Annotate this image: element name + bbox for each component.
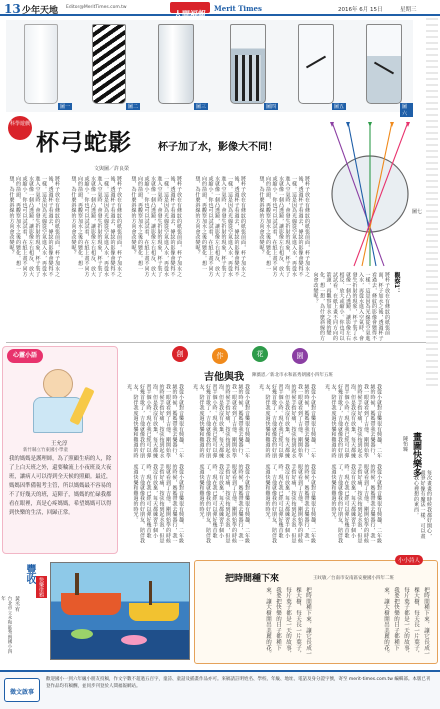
- badge-1: 創: [172, 346, 188, 362]
- paper-name: 人間福報: [174, 10, 206, 19]
- glass-photo-3: [158, 24, 194, 104]
- issue-date: 2016年 6月 15日: [338, 7, 383, 13]
- glass-photo-1: [24, 24, 58, 104]
- badge-2: 作: [212, 348, 228, 364]
- mid-article-title: 吉他與我: [204, 372, 244, 383]
- heart-box-title: 心靈小語: [12, 352, 37, 359]
- painter-name: 王允淳: [51, 441, 68, 447]
- mid-body-col-2: 我從小就對音樂很有興趣，二年級的時候，媽媽帶我去樂器行，我一眼就看到了吉他。剛開始學的時候手指好痛，按弦按到起水泡，但是我沒有放棄，每天都練習半個小時。現在我已經可以彈好幾首歌了，吉他就像我的好朋友，陪伴我度過快樂和難過的時光。: [192, 384, 250, 459]
- page-number: 13: [4, 2, 21, 16]
- mid-body-col-3: 我從小就對音樂很有興趣，二年級的時候，媽媽帶我去樂器行，我一眼就看到了吉他。剛開始學的時候手指好痛，按弦按到起水泡，但是我沒有放棄，每天都練習半個小時。現在我已經可以彈好幾首歌了，吉他就像我的好朋友，陪伴我度過快樂和難過的時光。: [258, 384, 316, 459]
- harvest-drawing: [50, 562, 190, 660]
- doodle-tag: 快樂塗鴉: [36, 576, 47, 598]
- footer-bar: [0, 670, 440, 709]
- article-subtitle: 杯子加了水，影像大不同！: [158, 142, 278, 153]
- harvest-school: 台北市立永和區秀朗國小四年: [0, 596, 12, 654]
- submission-badge: [4, 678, 40, 702]
- mid-body-col-1: 我從小就對音樂很有興趣，二年級的時候，媽媽帶我去樂器行，我一眼就看到了吉他。剛開始學的時候手指好痛，按弦按到起水泡，但是我沒有放棄，每天都練習半個小時。現在我已經可以彈好幾首歌了，吉他就像我的好朋友，陪伴我度過快樂和難過的時光。: [126, 384, 184, 459]
- right-margin-strip: [426, 18, 438, 388]
- article-body-col-3: 將杯子放在有條紋的紙張前面，杯子加水之後，透過杯子看過去，條紋的影像會變得不一樣。這是因為光線從空氣進入水，再從水進入空氣時，會發生折射的現象，杯子裝了水就像一個凸透鏡，讓影像左右相反、放大或縮小。你也可以試試看，在紙上畫不同方向的箭頭，再觀察加水之後的變化。想一想，為什麼斜線的方向會改變呢？: [130, 176, 182, 277]
- harvest-author: 黃丞宥: [14, 596, 20, 612]
- comic-author: 陳怡臻: [402, 436, 408, 452]
- caption-fig-3: 圖三: [196, 104, 207, 110]
- section-divider: [6, 342, 426, 343]
- refraction-diagram: [314, 118, 426, 270]
- caption-fig-5: 圖五: [334, 104, 345, 110]
- glass-photo-6: [366, 24, 402, 104]
- page-header: [0, 0, 440, 19]
- mid-body-col-5: 我從小就對音樂很有興趣，二年級的時候，媽媽帶我去樂器行，我一眼就看到了吉他。剛開始學的時候手指好痛，按弦按到起水泡，但是我沒有放棄，每天都練習半個小時。現在我已經可以彈好幾首歌了，吉他就像我的好朋友，陪伴我度過快樂和難過的時光。: [132, 464, 184, 544]
- caption-fig-6: 圖六: [400, 103, 413, 117]
- poem-body-col-1: 把時間種下來，讓它長成一棵大樹，每天長一片葉子，每片葉子都是一天的故事，我要把快樂的日子都種下來，讓大樹開出美麗的花。: [265, 587, 311, 657]
- creative-garden-badges: [172, 346, 322, 364]
- caption-fig-1: 圖一: [60, 104, 71, 110]
- submission-text: 歡迎國小一到六年級小朋友投稿，作文字數不超過五百字，童詩、童話及插畫作品亦可。來稿請註明姓名、學校、年級、地址、電話及身分證字號，寄至 merit-times.com.tw 編輯部。本版已刊登作品均有稿酬，並同步刊登於人間福報網站。: [46, 677, 431, 689]
- diagram-caption: 圖七: [412, 209, 423, 215]
- science-game-tag: [8, 116, 32, 140]
- section-title: 少年天地: [22, 6, 59, 16]
- editor-email: Editor@MeritTimes.com.tw: [66, 5, 127, 10]
- mid-body-col-7: 我從小就對音樂很有興趣，二年級的時候，媽媽帶我去樂器行，我一眼就看到了吉他。剛開始學的時候手指好痛，按弦按到起水泡，但是我沒有放棄，每天都練習半個小時。現在我已經可以彈好幾首歌了，吉他就像我的好朋友，陪伴我度過快樂和難過的時光。: [264, 464, 316, 544]
- glass-photo-2: [92, 24, 126, 104]
- article-body-col-6: 將杯子放在有條紋的紙張前面，杯子加水之後，透過杯子看過去，條紋的影像會變得不一樣。這是因為光線從空氣進入水，再從水進入空氣時，會發生折射的現象，杯子裝了水就像一個凸透鏡，讓影像左右相反、放大或縮小。你也可以試試看，在紙上畫不同方向的箭頭，再觀察加水之後的變化。想一想，為什麼斜線的方向會改變呢？: [312, 272, 390, 341]
- mid-article-byline: 陳薇恩／新北市永和區秀朗國小四年五班: [252, 373, 333, 378]
- poem-box: [194, 560, 438, 664]
- paper-en-name: Merit Times: [214, 4, 262, 13]
- mid-body-col-6: 我從小就對音樂很有興趣，二年級的時候，媽媽帶我去樂器行，我一眼就看到了吉他。剛開始學的時候手指好痛，按弦按到起水泡，但是我沒有放棄，每天都練習半個小時。現在我已經可以彈好幾首歌了，吉他就像我的好朋友，陪伴我度過快樂和難過的時光。: [198, 464, 250, 544]
- harvest-box: [2, 560, 192, 664]
- heart-icon: [7, 349, 43, 363]
- poem-title: 把時間種下來: [225, 574, 280, 584]
- article-body-col-1: 將杯子放在有條紋的紙張前面，杯子加水之後，透過杯子看過去，條紋的影像會變得不一樣。這是因為光線從空氣進入水，再從水進入空氣時，會發生折射的現象，杯子裝了水就像一個凸透鏡，讓影像左右相反、放大或縮小。你也可以試試看，在紙上畫不同方向的箭頭，再觀察加水之後的變化。想一想，為什麼斜線的方向會改變呢？: [8, 176, 60, 277]
- badge-3: 花: [252, 346, 268, 362]
- comic-title: 畫圖快樂多: [411, 432, 421, 477]
- harvest-title: 豐收: [24, 564, 35, 584]
- comic-body: 每次畫畫的時候我都好開心，畫筆好像有魔法一樣，可以畫出我心裡想的東西。: [413, 470, 432, 539]
- mid-body-col-4: 我從小就對音樂很有興趣，二年級的時候，媽媽帶我去樂器行，我一眼就看到了吉他。剛開始學的時候手指好痛，按弦按到起水泡，但是我沒有放棄，每天都練習半個小時。現在我已經可以彈好幾首歌了，吉他就像我的好朋友，陪伴我度過快樂和難過的時光。: [324, 384, 382, 459]
- article-body-col-2: 將杯子放在有條紋的紙張前面，杯子加水之後，透過杯子看過去，條紋的影像會變得不一樣。這是因為光線從空氣進入水，再從水進入空氣時，會發生折射的現象，杯子裝了水就像一個凸透鏡，讓影像左右相反、放大或縮小。你也可以試試看，在紙上畫不同方向的箭頭，再觀察加水之後的變化。想一想，為什麼斜線的方向會改變呢？: [70, 176, 122, 277]
- mid-body-col-8: 我從小就對音樂很有興趣，二年級的時候，媽媽帶我去樂器行，我一眼就看到了吉他。剛開始學的時候手指好痛，按弦按到起水泡，但是我沒有放棄，每天都練習半個小時。現在我已經可以彈好幾首歌了，吉他就像我的好朋友，陪伴我度過快樂和難過的時光。: [330, 464, 382, 544]
- observation-heading: 觀察1：: [393, 272, 400, 295]
- poem-body-col-2: 把時間種下來，讓它長成一棵大樹，每天長一片葉子，每片葉子都是一天的故事，我要把快樂的日子都種下來，讓大樹開出美麗的花。: [383, 587, 429, 657]
- poem-tag: 小小詩人: [395, 555, 423, 565]
- nurse-illustration: [19, 367, 101, 437]
- heart-box-text: 我的媽媽是護理師，為了照顧生病的人，除了上白天班之外，還要輪流上小夜班及大夜班，讓病人可以得到全天候的照顧。最近，媽媽因準備報考主管，所以媽媽最不容易的不了好幾天的班，這陣子，媽媽的忙碌我都看在眼裡，真是心疼媽媽，希望媽媽可以得到快樂的生活，回歸正常。: [9, 456, 112, 516]
- paper-logo: [170, 2, 210, 19]
- badge-4: 園: [292, 348, 308, 364]
- submission-badge-text: 徵文啟事: [9, 689, 34, 696]
- article-body-col-4: 將杯子放在有條紋的紙張前面，杯子加水之後，透過杯子看過去，條紋的影像會變得不一樣。這是因為光線從空氣進入水，再從水進入空氣時，會發生折射的現象，杯子裝了水就像一個凸透鏡，讓影像左右相反、放大或縮小。你也可以試試看，在紙上畫不同方向的箭頭，再觀察加水之後的變化。想一想，為什麼斜線的方向會改變呢？: [194, 176, 246, 277]
- poem-byline: 王旼敏／台南市安南區安慶國小四年二班: [313, 576, 394, 581]
- article-body-col-5: 將杯子放在有條紋的紙張前面，杯子加水之後，透過杯子看過去，條紋的影像會變得不一樣。這是因為光線從空氣進入水，再從水進入空氣時，會發生折射的現象，杯子裝了水就像一個凸透鏡，讓影像左右相反、放大或縮小。你也可以試試看，在紙上畫不同方向的箭頭，再觀察加水之後的變化。想一想，為什麼斜線的方向會改變呢？: [258, 176, 310, 277]
- tag-text: 科學遊戲: [9, 121, 30, 127]
- painter-school: 新竹縣立竹東國小學童: [23, 448, 68, 453]
- glass-photo-4: [230, 24, 266, 104]
- glass-photo-5: [298, 24, 334, 104]
- caption-fig-4: 圖四: [266, 104, 277, 110]
- weekday: 星期三: [400, 7, 417, 13]
- article-byline: 文與圖／許良榮: [94, 166, 130, 172]
- heart-box: [2, 346, 118, 554]
- article-title: 杯弓蛇影: [36, 129, 132, 156]
- caption-fig-2: 圖二: [128, 104, 139, 110]
- photo-strip: [6, 20, 413, 117]
